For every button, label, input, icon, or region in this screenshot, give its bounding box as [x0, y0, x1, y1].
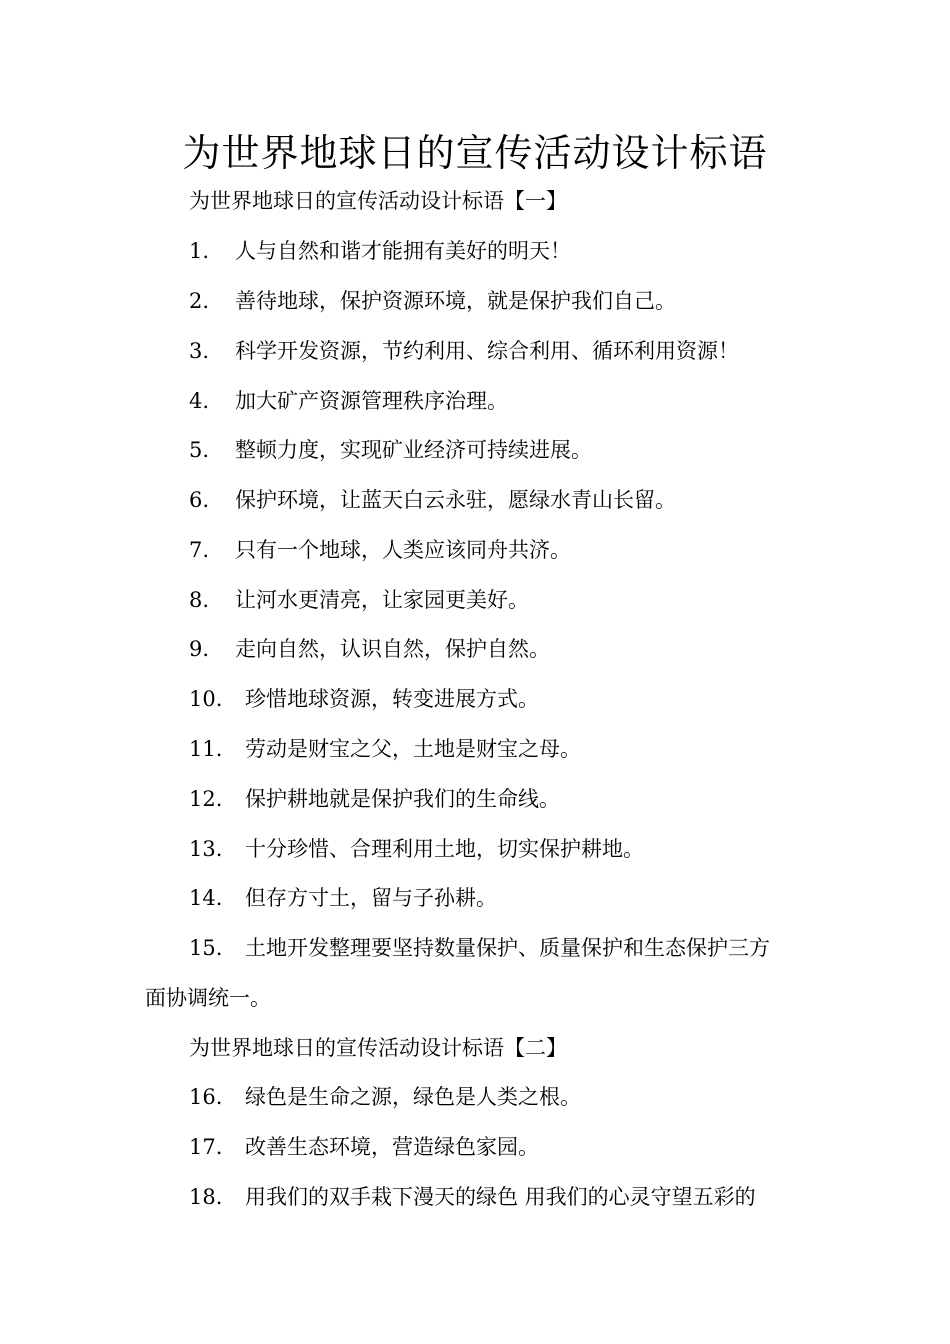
section-heading-2: 为世界地球日的宣传活动设计标语【二】 — [189, 1036, 567, 1060]
list-item — [189, 634, 550, 664]
item-number: 3. — [189, 339, 210, 363]
list-item — [189, 734, 581, 764]
item-number: 12. — [189, 787, 223, 811]
item-text: 劳动是财宝之父，土地是财宝之母。 — [245, 737, 581, 761]
item-text: 善待地球，保护资源环境，就是保护我们自己。 — [235, 289, 676, 313]
list-item — [189, 933, 770, 963]
document-title: 为世界地球日的宣传活动设计标语 — [182, 131, 768, 175]
item-text: 科学开发资源，节约利用、综合利用、循环利用资源！ — [235, 339, 739, 363]
item-number: 7. — [189, 538, 210, 562]
section-heading-1: 为世界地球日的宣传活动设计标语【一】 — [189, 189, 567, 213]
item-number: 9. — [189, 637, 210, 661]
list-item — [189, 883, 497, 913]
list-item — [189, 336, 739, 366]
item-text: 绿色是生命之源，绿色是人类之根。 — [245, 1085, 581, 1109]
item-text: 让河水更清亮，让家园更美好。 — [235, 588, 529, 612]
item-number: 18. — [189, 1185, 223, 1209]
item-text: 人与自然和谐才能拥有美好的明天！ — [235, 239, 571, 263]
item-number: 4. — [189, 389, 210, 413]
item-text: 珍惜地球资源，转变进展方式。 — [245, 687, 539, 711]
item-number: 13. — [189, 837, 223, 861]
item-number: 5. — [189, 438, 210, 462]
item-number: 10. — [189, 687, 223, 711]
list-item — [189, 236, 571, 266]
item-number: 11. — [189, 737, 223, 761]
list-item — [189, 1132, 539, 1162]
item-number: 15. — [189, 936, 223, 960]
item-text: 保护耕地就是保护我们的生命线。 — [245, 787, 560, 811]
item-number: 1. — [189, 239, 210, 263]
item-text: 整顿力度，实现矿业经济可持续进展。 — [235, 438, 592, 462]
list-item — [189, 784, 560, 814]
item-number: 14. — [189, 886, 223, 910]
list-item — [189, 585, 529, 615]
item-text: 土地开发整理要坚持数量保护、质量保护和生态保护三方 — [245, 936, 770, 960]
list-item — [189, 485, 676, 515]
list-item — [189, 386, 508, 416]
list-item — [189, 1082, 581, 1112]
item-text: 改善生态环境，营造绿色家园。 — [245, 1135, 539, 1159]
item-text: 但存方寸土，留与子孙耕。 — [245, 886, 497, 910]
item-text: 加大矿产资源管理秩序治理。 — [235, 389, 508, 413]
item-number: 6. — [189, 488, 210, 512]
list-item — [189, 286, 676, 316]
list-item — [189, 834, 644, 864]
item-text: 用我们的双手栽下漫天的绿色 用我们的心灵守望五彩的 — [245, 1185, 756, 1209]
list-item — [189, 684, 539, 714]
item-number: 16. — [189, 1085, 223, 1109]
item-number: 17. — [189, 1135, 223, 1159]
list-item-continuation: 面协调统一。 — [145, 986, 271, 1010]
item-text: 只有一个地球，人类应该同舟共济。 — [235, 538, 571, 562]
item-number: 8. — [189, 588, 210, 612]
list-item — [189, 1182, 756, 1212]
item-text: 走向自然，认识自然，保护自然。 — [235, 637, 550, 661]
item-text: 保护环境，让蓝天白云永驻，愿绿水青山长留。 — [235, 488, 676, 512]
list-item — [189, 535, 571, 565]
list-item — [189, 435, 592, 465]
item-number: 2. — [189, 289, 210, 313]
item-text: 十分珍惜、合理利用土地，切实保护耕地。 — [245, 837, 644, 861]
